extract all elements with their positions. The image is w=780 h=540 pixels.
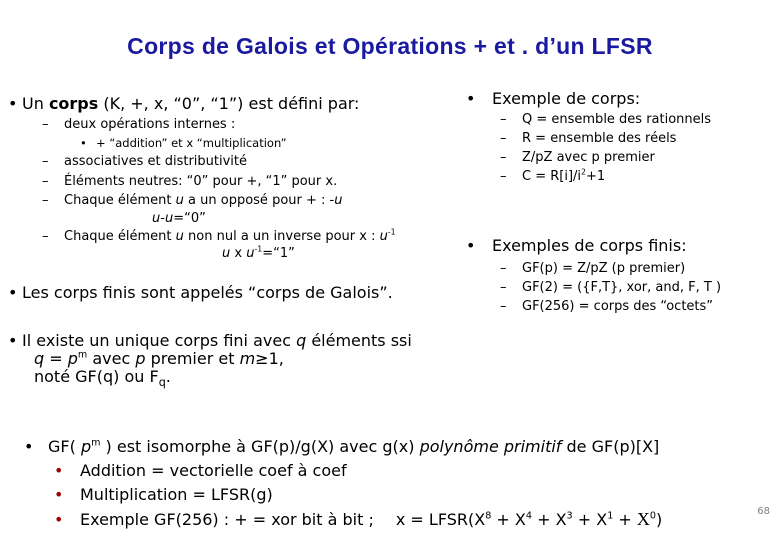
bullet-icon: • [54,485,64,504]
page-number: 68 [757,506,770,517]
text: Q = ensemble des rationnels [522,112,712,127]
finite-example-list [500,259,721,316]
text: Exemple de corps: [492,89,641,108]
bullet-icon: • [466,89,476,108]
sub-item-opposite: – Chaque élément u a un opposé pour + : -u [42,193,343,208]
bullet-icon: • [8,94,18,113]
text: (K, +, x, “0”, “1”) est défini par: [98,94,360,113]
sub-item-inverse: – Chaque élément u non nul a un inverse pour x : $u^{-1}$ [42,227,396,244]
text: R = ensemble des réels [522,131,677,146]
text: Exemple GF(256) : + = xor bit à bit ; [80,510,374,529]
bullet-icon: • [8,331,18,350]
text: deux opérations internes : [64,117,236,132]
finite-example-item: – GF(2) = ({F,T}, xor, and, F, T ) [500,280,722,295]
text: Multiplication = LFSR(g) [80,485,273,504]
text: GF(p) = Z/pZ (p premier) [522,261,686,276]
bullet-icon: • [24,437,34,456]
text: GF(2) = ({F,T}, xor, and, F, T ) [522,280,722,295]
opposite-formula: u-u=“0” [152,211,206,226]
text: Z/pZ avec p premier [522,150,655,165]
example-item: – Q = ensemble des rationnels [500,112,712,127]
bullet-unique-field: • Il existe un unique corps fini avec q éléments ssi $q = p^m$ avec p premier et m≥1, noté GF(q) ou $F_q$. [8,331,412,390]
bullet-icon: • [54,461,64,480]
bullet-galois [8,283,393,302]
sub-sub-item-operations: • + “addition” et x “multiplication” [80,136,287,150]
sub-item-associative: – associatives et distributivité [42,154,248,169]
sub-multiplication [54,485,273,504]
inverse-formula: u x $u^{-1}=“1$” [222,244,295,261]
example-list [500,110,711,186]
example-item: – Z/pZ avec p premier [500,150,655,165]
text: Un [22,94,49,113]
example-item: – R = ensemble des réels [500,131,677,146]
finite-example-item: – GF(256) = corps des “octets” [500,299,714,314]
example-item: – $C = R[i]/i^2+1$ [500,167,606,184]
text: Les corps finis sont appelés “corps de Galois”. [22,283,393,302]
text: Éléments neutres: “0” pour +, “1” pour x. [64,174,338,189]
text: associatives et distributivité [64,154,248,169]
bold-term: corps [48,94,99,113]
bullet-isomorphism: • GF( $p^m$ ) est isomorphe à GF(p)/g(X) avec g(x) polynôme primitif de GF(p)[X] [24,437,660,456]
sub-example-gf256: • Exemple GF(256) : + = xor bit à bit ; $x = LFSR(X^8 + X^4 + X^3 + X^1 + X^0)$ [54,509,663,529]
bullet-icon: • [8,283,18,302]
text: Addition = vectorielle coef à coef [80,461,347,480]
bullet-icon: • [466,236,476,255]
text: Exemples de corps finis: [492,236,687,255]
sub-addition [54,461,347,480]
text: + “addition” et x “multiplication” [96,136,287,150]
example-title [466,89,640,108]
sub-item-neutral: – Éléments neutres: “0” pour +, “1” pour x. [42,174,338,189]
finite-example-item: – GF(p) = Z/pZ (p premier) [500,261,686,276]
bullet-icon: • [54,510,64,529]
sub-item-operations: – deux opérations internes : [42,117,236,132]
slide-title: Corps de Galois et Opérations + et . d’un LFSR [127,33,653,59]
text: GF(256) = corps des “octets” [522,299,714,314]
finite-example-title [466,236,687,255]
bullet-corps-definition [8,94,359,113]
